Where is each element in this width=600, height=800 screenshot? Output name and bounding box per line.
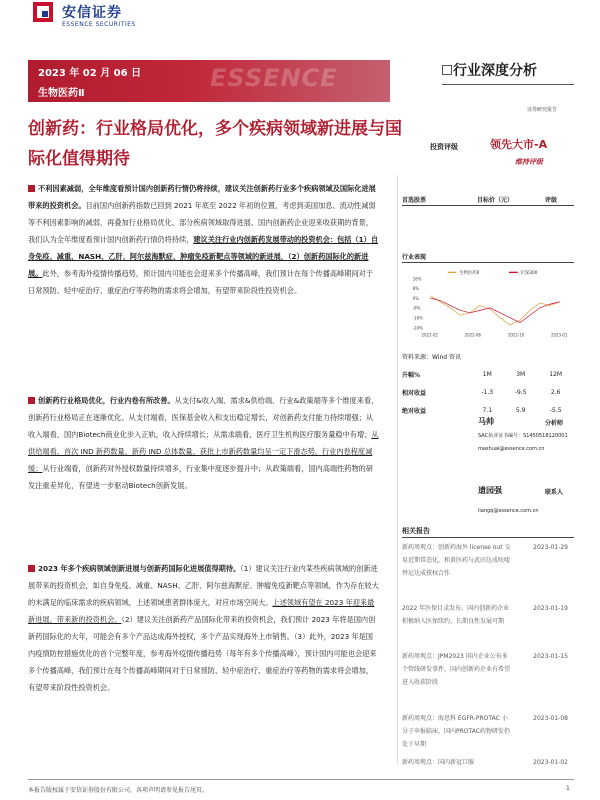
- related-title: 相关报告: [402, 527, 430, 535]
- related-item-date: 2023-01-19: [533, 605, 568, 612]
- divider: [402, 262, 574, 263]
- stock-header-name: 首选股票: [402, 197, 427, 204]
- analyst-email[interactable]: mashuai@essence.com.cn: [478, 446, 545, 452]
- contact-email[interactable]: liangq@essence.com.cn: [478, 508, 539, 514]
- related-item-text: 新药周观点：JPM2023 国内企业公布多个管线研发事件，国内创新药企业有希望进入收获阶段: [402, 653, 511, 686]
- analyst-role: 分析师: [545, 420, 564, 427]
- related-item[interactable]: [402, 650, 574, 689]
- chart-source: 资料来源：Wind 资讯: [402, 354, 461, 361]
- related-item-text: 2022 年医保目录发布，国内创新药企业积极纳入医保续约、长期良性发展可期: [402, 605, 510, 625]
- report-type-icon: [442, 65, 452, 75]
- analyst-name: 马帅: [478, 417, 494, 426]
- rating-value: 领先大市-A: [490, 138, 548, 151]
- related-item-text: 新药周观点：海思科 EGFR-PROTAC 小分子申报临床，国内PROTAC药物研发仍处于早期: [402, 715, 510, 748]
- paragraph-2: 创新药行业格局优化，行业内卷有所改善。从支付&收入端、需求&供给端、行业&政策端等多个维度来看，创新药行业格局正在逐渐优化。从支付端看，医保基金收入和支出稳定增长，对创新药支付能力持续增强；从收入端看，国内Biotech商业化步入正轨，收入持续增长；从需求端看，医疗卫生机构医疗服务量稳中有增；从供给端看，首次 IND 新药数量、新药 IND 总体数量、获批上市新药数量均呈一定下滑态势，行业内卷程度减缓；从行业端看，创新药对外授权数量持续增多，行业集中度逐步提升中；从政策端看，国内高端性药物的研发注重差异化，有望进一步驱动Biotech创新发展。: [28, 396, 379, 490]
- related-item[interactable]: [402, 712, 574, 751]
- legend-label: 生物医药II: [459, 271, 480, 277]
- y-tick-label: 0%: [412, 295, 419, 301]
- performance-table: [402, 365, 574, 419]
- divider: [402, 537, 574, 538]
- table-cell: 2.6: [550, 388, 561, 396]
- table-cell: 5.9: [515, 406, 526, 414]
- brand-name: 安信证券: [62, 5, 122, 21]
- divider: [442, 84, 574, 85]
- rating-sub: 维持评级: [515, 158, 543, 166]
- table-cell: 12M: [549, 370, 563, 378]
- y-tick-label: -24%: [412, 325, 423, 331]
- x-tick-label: 2022-06: [464, 332, 482, 338]
- related-item-text: 新药周观点：创新药海外 license out 交易近期常态化，和黄医药与武田达成呋喹替尼达成授权合作: [402, 544, 511, 577]
- footer-text: 本报告版权属于安信证券股份有限公司，各项声明请参见报告尾页。: [28, 787, 209, 794]
- report-subtitle: 证券研究报告: [527, 107, 558, 113]
- series-line-1: [430, 298, 560, 323]
- related-item-date: 2023-01-08: [533, 715, 568, 722]
- brand-logo: [33, 2, 53, 22]
- related-item[interactable]: [402, 541, 574, 580]
- stock-header-target: 目标价（元）: [477, 197, 514, 204]
- contact-role: 联系人: [545, 489, 564, 496]
- y-tick-label: 8%: [412, 286, 419, 292]
- footer-divider: [28, 779, 574, 780]
- column-divider: [397, 175, 398, 765]
- table-cell: -9.5: [514, 388, 527, 396]
- bullet-icon: [28, 397, 35, 404]
- table-cell: 绝对收益: [402, 407, 427, 415]
- bullet-icon: [28, 565, 35, 572]
- table-cell: -1.3: [481, 388, 494, 396]
- stock-header-rating: 评级: [545, 197, 558, 204]
- page-number: 1: [566, 785, 570, 792]
- analyst-cert: SAC执业证书编号：S1450518120001: [478, 433, 568, 439]
- table-cell: 7.1: [482, 406, 493, 414]
- table-cell: 升幅%: [402, 371, 421, 379]
- perf-title: 行业表现: [402, 254, 427, 261]
- contact-name: 遗园强: [478, 486, 502, 495]
- table-header-row: [402, 365, 574, 383]
- performance-chart: [402, 268, 574, 338]
- paragraph-3: 2023 年多个疾病领域创新进展与创新药国际化进展值得期待。（1）建议关注行业内某些疾病领域的创新进展带来的投资机会，如自身免疫、减重、NASH、乙肝、阿尔兹海默症、肿瘤免疫新靶点等领域，作为存在较大的未满足的临床需求的疾病领域，上述领域患者群体庞大，对应市场空间大。上述领域有望在 2023 年迎来最新进展，带来新的投资机会。（2）建议关注创新药产品国际化带来的投资机会，我们预计 2023 年将是国内创新药国际化的大年，可能会有多个产品达成海外授权，多个产品实现海外上市销售。（3）此外，2023 年是国内疫情防控措施优化的首个完整年度，参考海外疫情传播趋势（每年有多个传播高峰），预计国内可能也会迎来多个传播高峰，我们预计在每个传播高峰期间对于日常预防、轻中症治疗、重症治疗等药物的需求将会增加，有望带来阶段性投资机会。: [28, 564, 379, 692]
- table-row: [402, 383, 574, 401]
- related-item-date: 2023-01-29: [533, 544, 568, 551]
- x-tick-label: 2023-01: [551, 332, 568, 338]
- page-title: 创新药：行业格局优化，多个疾病领域新进展与国际化值得期待: [28, 119, 402, 169]
- report-sector: 生物医药Ⅱ: [38, 88, 85, 99]
- bullet-icon: [28, 185, 35, 192]
- paragraph-1: 不利因素减弱，全年维度看预计国内创新药行情仍将持续，建议关注创新药行业多个疾病领域及国际化进展带来的投资机会。目前国内创新药指数已回到 2021 年底至 2022 年初的位置，考虑到美国加息、流动性减弱等不利因素影响的减弱，再叠加行业格局优化、部分疾病领域取得进展、国内创新药企业迎来收获期的背景，我们认为全年维度看预计国内创新药行情仍将持续，建议关注行业内创新药发展带动的投资机会：包括（1）自身免疫、减重、NASH、乙肝、阿尔兹海默症、肿瘤免疫新靶点等领域的新进展，（2）创新药国际化的新进展。此外，参考海外疫情传播趋势，预计国内可能也会迎来多个传播高峰，我们预计在每个传播高峰期间对于日常预防、轻中症治疗、重症治疗等药物的需求将会增加，有望带来阶段性投资机会。: [28, 184, 379, 295]
- y-tick-label: -8%: [412, 305, 421, 311]
- report-date: 2023 年 02 月 06 日: [38, 68, 142, 79]
- related-item[interactable]: [402, 756, 574, 769]
- x-tick-label: 2022-02: [421, 332, 438, 338]
- legend-label: 沪深300: [520, 271, 538, 277]
- related-item-date: 2023-01-02: [533, 759, 568, 766]
- y-tick-label: -16%: [412, 315, 423, 321]
- related-item-text: 新药周观点：国内新冠口服: [402, 759, 475, 766]
- x-tick-label: 2022-10: [507, 332, 525, 338]
- banner-watermark: ESSENCE: [210, 64, 338, 92]
- y-tick-label: 16%: [412, 276, 422, 282]
- divider: [402, 205, 574, 206]
- rating-label: 投资评级: [430, 143, 458, 151]
- related-item[interactable]: [402, 602, 574, 628]
- table-cell: 相对收益: [402, 389, 427, 397]
- table-cell: 3M: [516, 370, 526, 378]
- table-cell: 1M: [482, 370, 492, 378]
- brand-name-en: ESSENCE SECURITIES: [62, 21, 136, 28]
- table-cell: -5.5: [549, 406, 562, 414]
- report-type: 行业深度分析: [453, 63, 537, 79]
- related-item-date: 2023-01-15: [533, 653, 568, 660]
